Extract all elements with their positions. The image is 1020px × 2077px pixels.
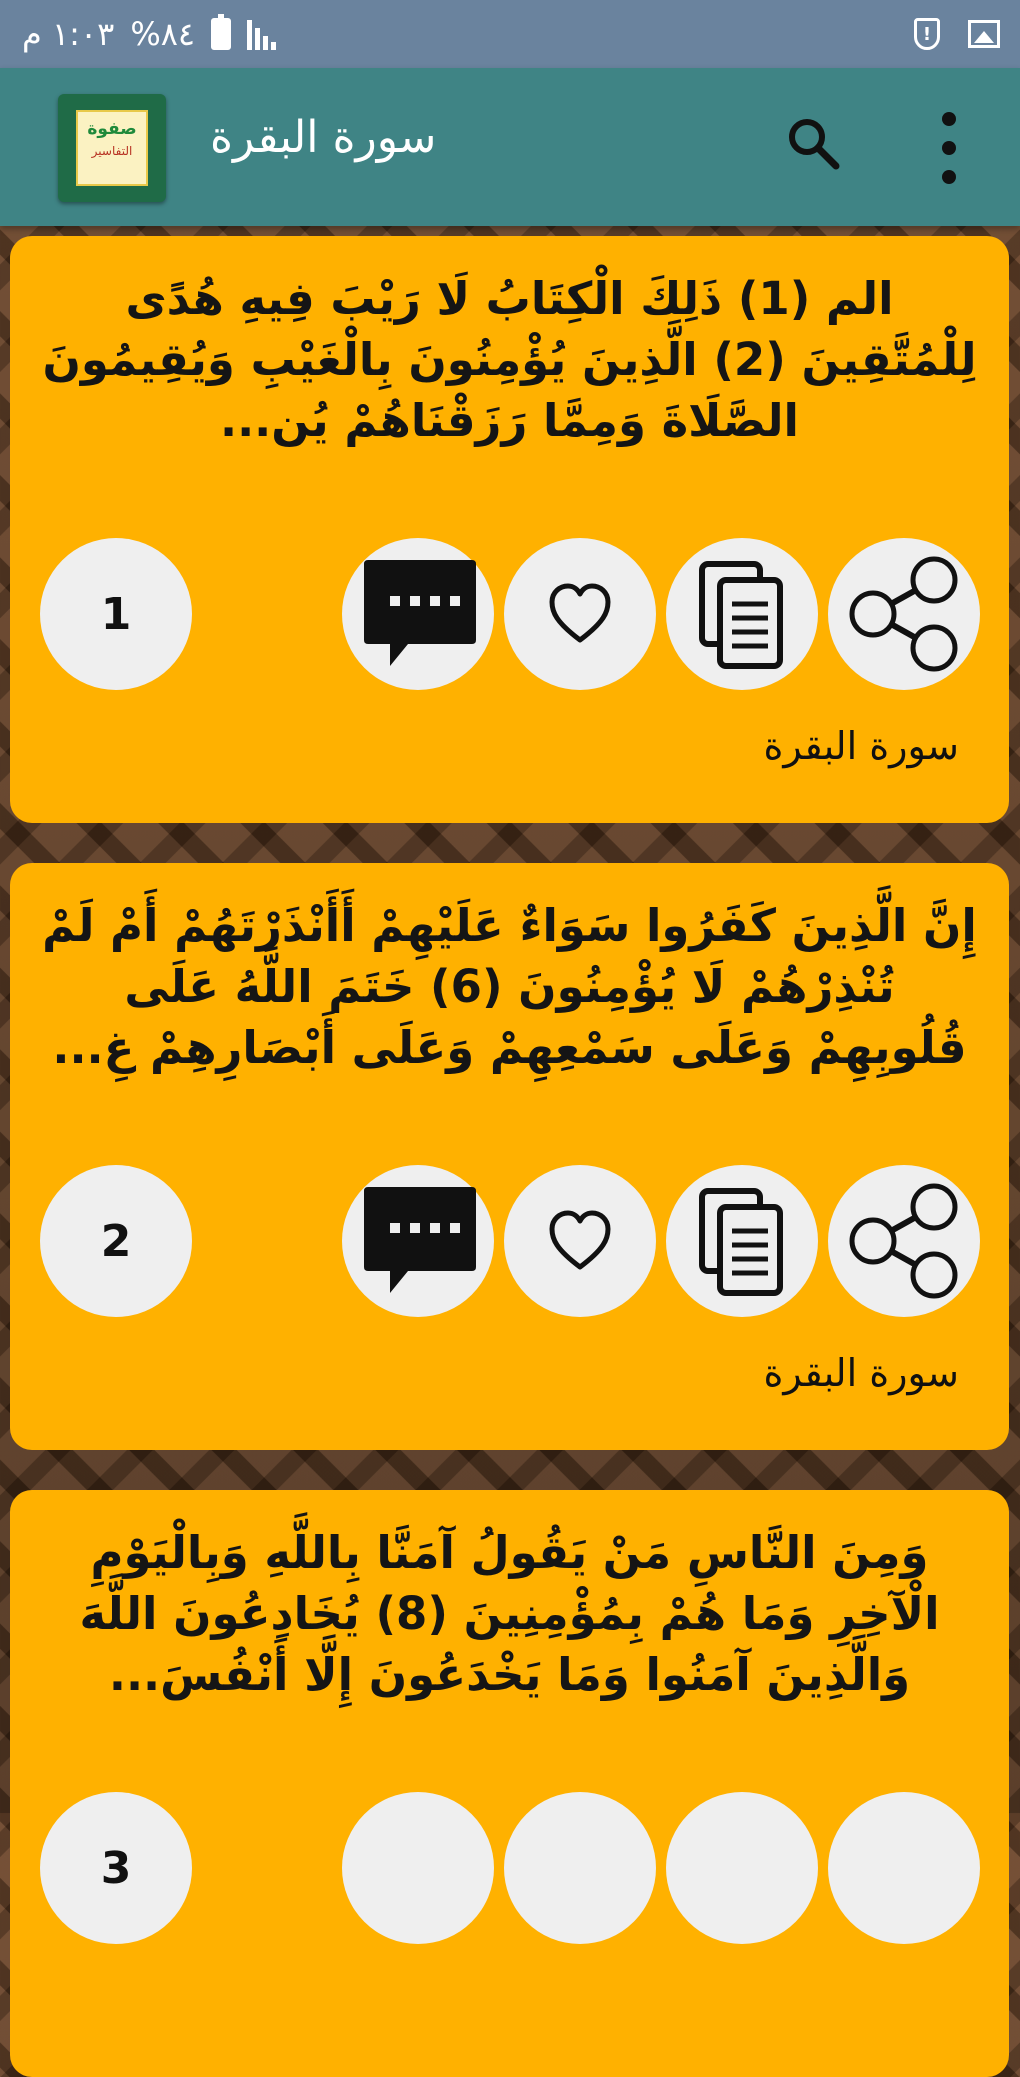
- surah-label: سورة البقرة: [763, 724, 959, 768]
- share-button[interactable]: [828, 1792, 980, 1944]
- favorite-button[interactable]: [504, 1165, 656, 1317]
- status-right: [914, 0, 1000, 68]
- verse-card[interactable]: [10, 236, 1009, 823]
- more-options-button[interactable]: [930, 108, 970, 188]
- share-icon: [828, 1165, 980, 1317]
- verse-number-badge: 3: [40, 1792, 192, 1944]
- share-button[interactable]: [828, 538, 980, 690]
- copy-icon: [666, 1165, 818, 1317]
- verse-text: وَمِنَ النَّاسِ مَنْ يَقُولُ آمَنَّا بِاللَّهِ وَبِالْيَوْمِ الْآخِرِ وَمَا هُمْ بِمُؤْمِنِينَ (8) يُخَادِعُونَ اللَّهَ وَالَّذِينَ آمَنُوا وَمَا يَخْدَعُونَ إِلَّا أَنْفُسَ...: [79, 1526, 940, 1701]
- app-bar: [0, 68, 1020, 226]
- favorite-button[interactable]: [504, 538, 656, 690]
- image-icon: [968, 20, 1000, 48]
- heart-icon: [504, 538, 656, 690]
- app-logo: [58, 94, 166, 202]
- comment-icon: [342, 1165, 494, 1317]
- verse-card[interactable]: [10, 863, 1009, 1450]
- app-logo-book: [76, 110, 148, 186]
- page-title: سورة البقرة: [210, 112, 437, 163]
- search-icon: [782, 112, 846, 176]
- heart-icon: [504, 1165, 656, 1317]
- verse-text: الم (1) ذَلِكَ الْكِتَابُ لَا رَيْبَ فِيهِ هُدًى لِلْمُتَّقِينَ (2) الَّذِينَ يُؤْمِنُونَ بِالْغَيْبِ وَيُقِيمُونَ الصَّلَاةَ وَمِمَّا رَزَقْنَاهُمْ يُن...: [42, 272, 977, 447]
- clock: ١:٠٣ م: [22, 15, 115, 53]
- logo-text-line2: التفاسير: [91, 144, 133, 158]
- shield-alert-icon: !: [914, 18, 940, 50]
- logo-text-line1: صفوة: [87, 119, 137, 139]
- share-button[interactable]: [828, 1165, 980, 1317]
- copy-button[interactable]: [666, 1792, 818, 1944]
- verse-number-badge: 1: [40, 538, 192, 690]
- copy-button[interactable]: [666, 1165, 818, 1317]
- copy-button[interactable]: [666, 538, 818, 690]
- verse-number-badge: 2: [40, 1165, 192, 1317]
- signal-icon: [247, 18, 276, 50]
- comment-button[interactable]: [342, 1792, 494, 1944]
- comment-icon: [342, 538, 494, 690]
- comment-button[interactable]: [342, 1165, 494, 1317]
- battery-icon: [211, 18, 231, 50]
- verse-card[interactable]: [10, 1490, 1009, 2077]
- more-vert-icon: [942, 112, 956, 126]
- copy-icon: [666, 538, 818, 690]
- battery-percent: %٨٤: [130, 15, 196, 53]
- surah-label: سورة البقرة: [763, 1351, 959, 1395]
- search-button[interactable]: [782, 112, 846, 176]
- share-icon: [828, 538, 980, 690]
- verse-text: إِنَّ الَّذِينَ كَفَرُوا سَوَاءٌ عَلَيْهِمْ أَأَنْذَرْتَهُمْ أَمْ لَمْ تُنْذِرْهُمْ لَا يُؤْمِنُونَ (6) خَتَمَ اللَّهُ عَلَى قُلُوبِهِمْ وَعَلَى سَمْعِهِمْ وَعَلَى أَبْصَارِهِمْ غِ...: [42, 899, 977, 1074]
- status-bar: [0, 0, 1020, 68]
- comment-button[interactable]: [342, 538, 494, 690]
- favorite-button[interactable]: [504, 1792, 656, 1944]
- status-left: [22, 0, 276, 68]
